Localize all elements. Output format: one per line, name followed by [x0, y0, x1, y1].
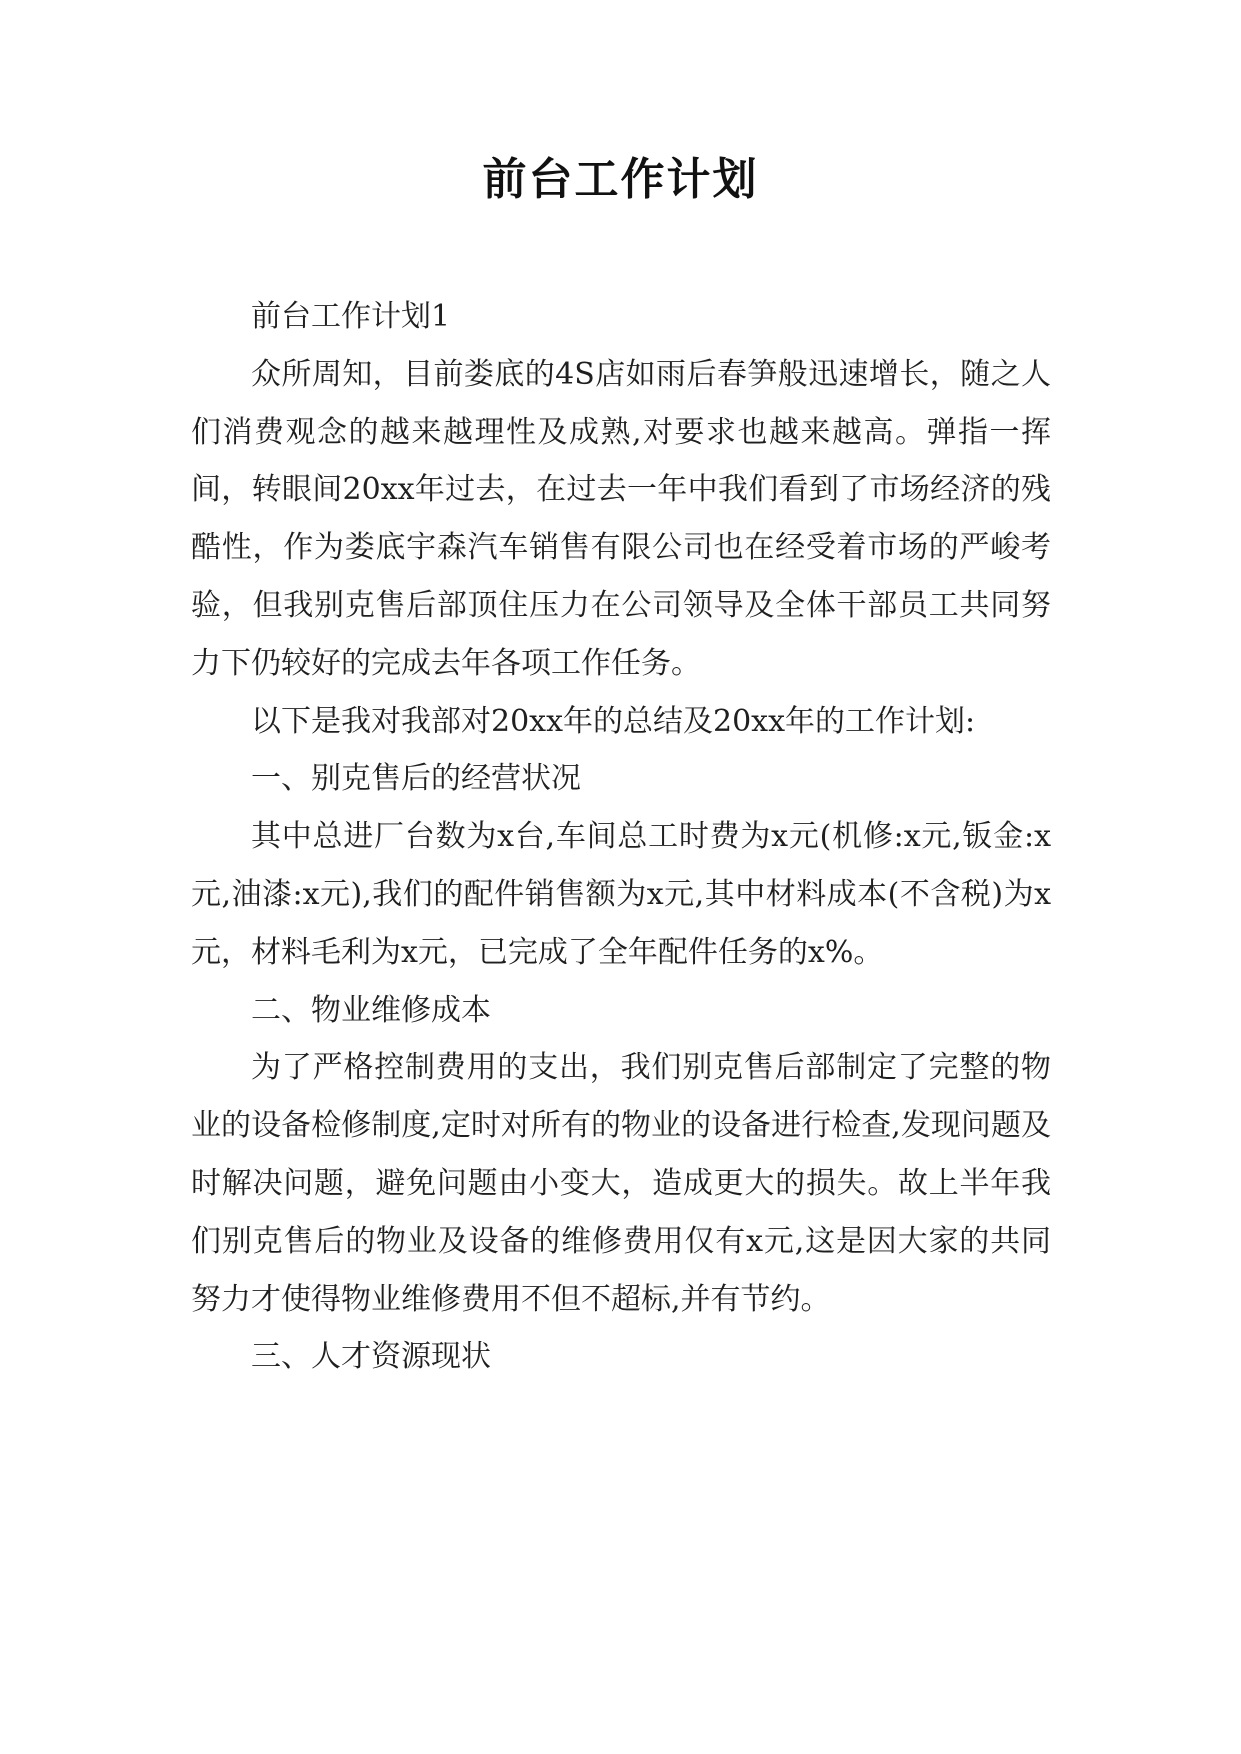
paragraph-maintenance-cost: 为了严格控制费用的支出，我们别克售后部制定了完整的物业的设备检修制度,定时对所有的物业的设备进行检查,发现问题及时解决问题，避免问题由小变大，造成更大的损失。故上半年我们别克售后的物业及设备的维修费用仅有x元,这是因大家的共同努力才使得物业维修费用不但不超标,并有节约。	[191, 1050, 1051, 1317]
paragraph-intro: 众所周知，目前娄底的4S店如雨后春笋般迅速增长，随之人们消费观念的越来越理性及成熟,对要求也越来越高。弹指一挥间，转眼间20xx年过去，在过去一年中我们看到了市场经济的残酷性，作为娄底宇森汽车销售有限公司也在经受着市场的严峻考验，但我别克售后部顶住压力在公司领导及全体干部员工共同努力下仍较好的完成去年各项工作任务。	[191, 356, 1051, 681]
document-title: 前台工作计划	[482, 154, 759, 205]
paragraph-subtitle: 前台工作计划1	[251, 299, 451, 334]
section-heading-2: 二、物业维修成本	[251, 992, 491, 1028]
document-body	[191, 288, 1051, 1386]
section-heading-3: 三、人才资源现状	[251, 1339, 491, 1375]
paragraph-business-status: 其中总进厂台数为x台,车间总工时费为x元(机修:x元,钣金:x元,油漆:x元),我们的配件销售额为x元,其中材料成本(不含税)为x元，材料毛利为x元，已完成了全年配件任务的x%。	[191, 819, 1051, 970]
paragraph-summary-lead: 以下是我对我部对20xx年的总结及20xx年的工作计划:	[251, 703, 976, 739]
section-heading-1: 一、别克售后的经营状况	[251, 761, 581, 797]
